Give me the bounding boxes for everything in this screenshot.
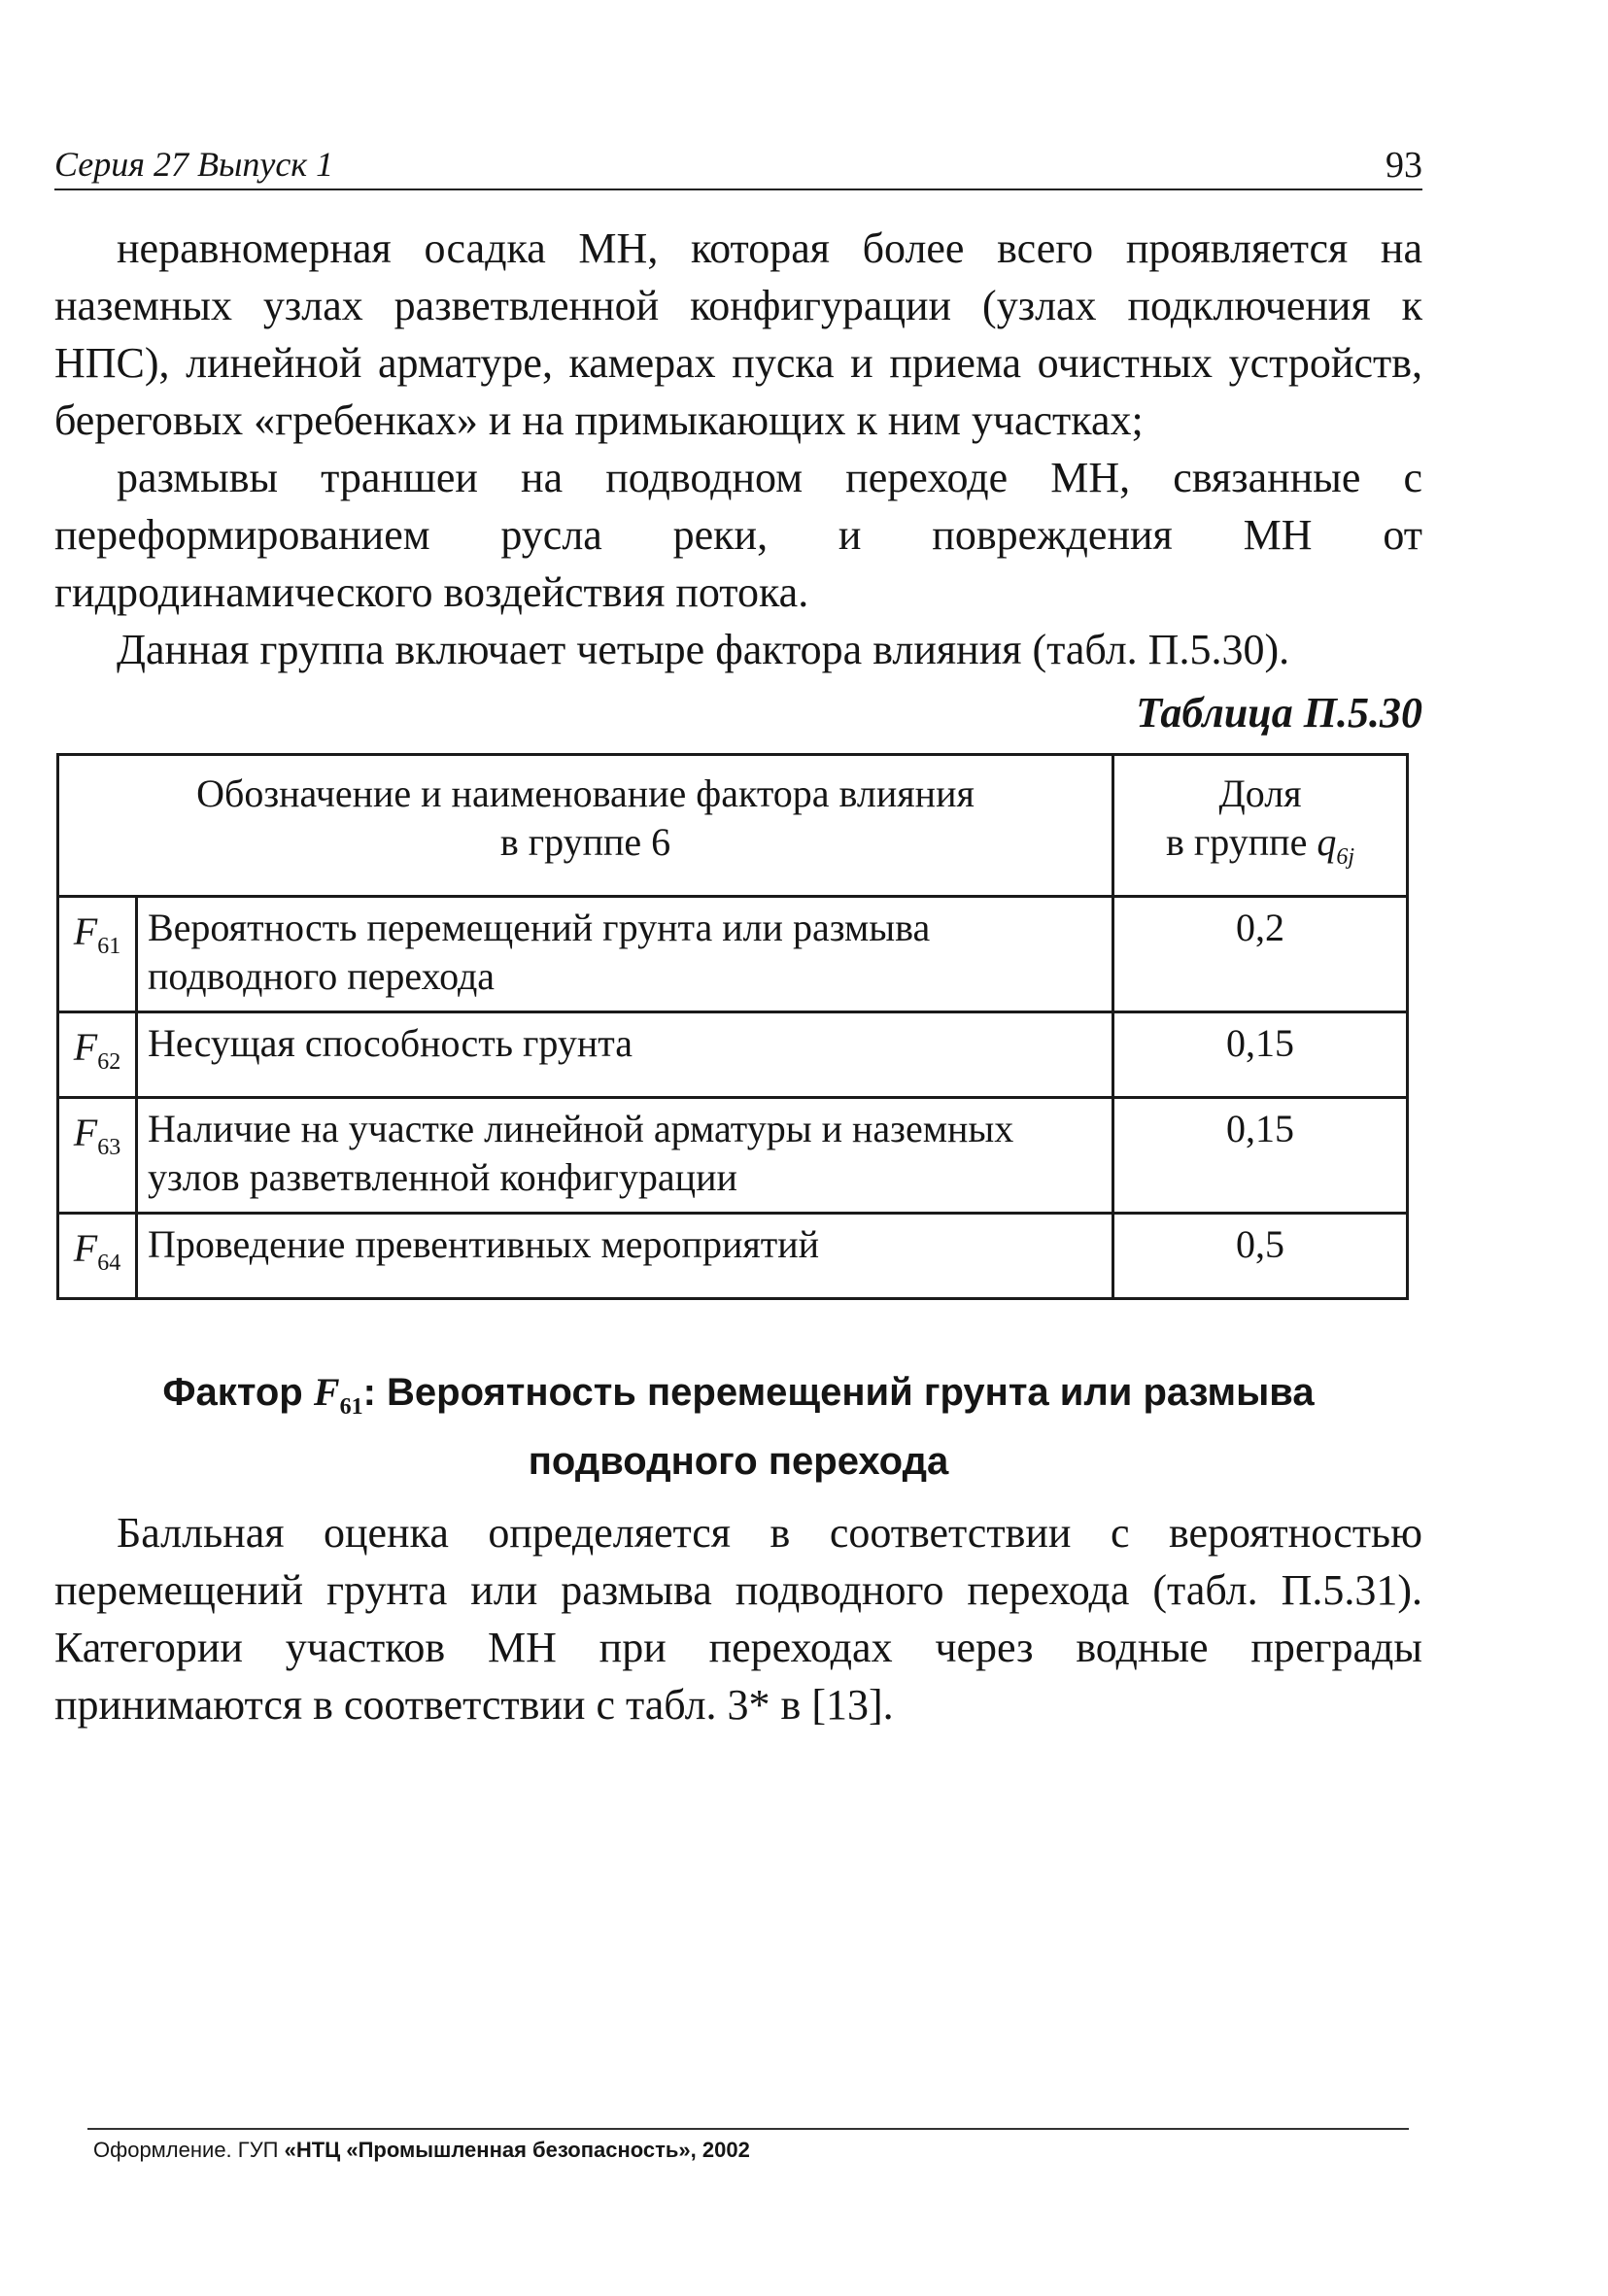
closing-text <box>54 1504 1422 1733</box>
paragraph: неравномерная осадка МН, которая более всего проявляется на наземных узлах разветвленной конфигурации (узлах подключения к НПС), линейной арматуре, камерах пуска и приема очистных устройств, береговых «гребенках» и на примыкающих к ним участках; <box>54 224 1422 444</box>
header-name-cell <box>58 755 1113 897</box>
table-header-row <box>58 755 1408 897</box>
section-factor-symbol: $F_{61}$ <box>313 1370 363 1420</box>
factor-share: 0,15 <box>1113 1098 1408 1214</box>
table-row <box>58 897 1408 1012</box>
table-row <box>58 1214 1408 1299</box>
factors-table <box>56 753 1409 1300</box>
factor-code: $F_{61}$ <box>58 897 137 1012</box>
section-prefix: Фактор <box>162 1371 303 1414</box>
factor-name: Проведение превентивных мероприятий <box>137 1214 1113 1299</box>
factor-code: $F_{62}$ <box>58 1012 137 1098</box>
factor-name: Несущая способность грунта <box>137 1012 1113 1098</box>
factor-code: $F_{64}$ <box>58 1214 137 1299</box>
paragraph: Балльная оценка определяется в соответствии с вероятностью перемещений грунта или размыва подводного перехода (табл. П.5.31). Категории участков МН при переходах через водные преграды принимаются в соответствии с табл. 3* в [13]. <box>54 1509 1422 1729</box>
header-share-cell <box>1113 755 1408 897</box>
footer-imprint <box>93 2138 750 2163</box>
section-heading <box>54 1365 1422 1489</box>
running-header <box>54 144 1422 187</box>
series-label: Серия 27 Выпуск 1 <box>54 145 334 184</box>
factor-name: Наличие на участке линейной арматуры и наземных узлов разветвленной конфигурации <box>137 1098 1113 1214</box>
factor-name: Вероятность перемещений грунта или размыва подводного перехода <box>137 897 1113 1012</box>
section-title-line2: подводного перехода <box>528 1440 949 1483</box>
paragraph: размывы траншеи на подводном переходе МН, связанные с переформированием русла реки, и повреждения МН от гидродинамического воздействия потока. <box>54 454 1422 616</box>
footer-rule <box>87 2128 1409 2130</box>
page-number: 93 <box>1386 145 1422 186</box>
table-caption: Таблица П.5.30 <box>1136 689 1422 737</box>
table-row <box>58 1012 1408 1098</box>
footer-org: «НТЦ «Промышленная безопасность» <box>284 2138 691 2162</box>
footer-year: , 2002 <box>690 2138 750 2162</box>
table-row <box>58 1098 1408 1214</box>
body-text <box>54 220 1422 678</box>
header-name-line1: Обозначение и наименование фактора влияния <box>196 771 975 815</box>
factor-share: 0,2 <box>1113 897 1408 1012</box>
factor-share: 0,15 <box>1113 1012 1408 1098</box>
header-share-line1: Доля <box>1218 771 1302 815</box>
footer-lead: Оформление. ГУП <box>93 2138 285 2162</box>
paragraph: Данная группа включает четыре фактора влияния (табл. П.5.30). <box>117 626 1290 673</box>
header-rule <box>54 188 1422 190</box>
factor-share: 0,5 <box>1113 1214 1408 1299</box>
header-name-line2: в группе 6 <box>499 820 671 864</box>
factor-code: $F_{63}$ <box>58 1098 137 1214</box>
share-symbol: $q_{6j}$ <box>1317 820 1354 870</box>
header-share-line2: в группе <box>1165 820 1308 864</box>
section-title: : Вероятность перемещений грунта или размыва <box>362 1371 1315 1414</box>
